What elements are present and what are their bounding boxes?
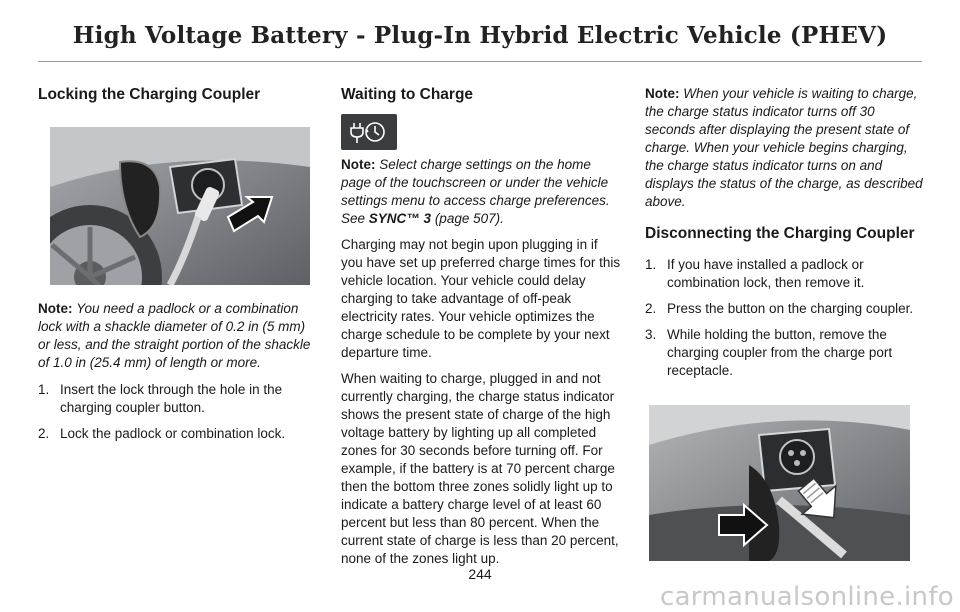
charge-timer-icon xyxy=(341,114,397,150)
column-locking xyxy=(38,85,318,443)
page-number: 244 xyxy=(468,566,492,582)
steps-locking xyxy=(38,381,318,443)
column-waiting xyxy=(341,85,621,568)
paragraph-charge-status: When waiting to charge, plugged in and not currently charging, the charge status indicator shows the present state of charge of the high voltage battery by lighting up all completed zones for 30 seconds before turning off. For example, if the battery is at 70 percent charge then the bottom three zones solidly light up to indicate a battery charge level of at least 60 percent but less than 80 percent. When the current state of charge is less than 20 percent, none of the zones light up. xyxy=(341,371,619,566)
column-disconnecting xyxy=(645,85,925,561)
header-divider xyxy=(38,61,922,62)
photo-charging-coupler-lock xyxy=(50,127,310,285)
note-charge-settings: Note: Select charge settings on the home page of the touchscreen or under the vehicle settings menu to access charge preferences. See SYNC™ 3 (page 507). xyxy=(341,157,610,226)
heading-locking: Locking the Charging Coupler xyxy=(38,86,261,103)
note-padlock: Note: You need a padlock or a combination lock with a shackle diameter of 0.2 in (5 mm) or less, and the straight portion of the shackle of 1.0 in (25.4 mm) of length or more. xyxy=(38,301,311,370)
note-status-indicator: Note: When your vehicle is waiting to charge, the charge status indicator turns off 30 seconds after displaying the present state of charge. When your vehicle begins charging, the charge status indicator turns on and displays the status of the charge, as described above. xyxy=(645,86,923,209)
coupler-removal-illustration xyxy=(649,405,910,561)
plug-clock-icon xyxy=(341,114,397,150)
heading-disconnecting: Disconnecting the Charging Coupler xyxy=(645,225,915,242)
list-item: 2. Lock the padlock or combination lock. xyxy=(38,426,286,441)
photo-charging-coupler-removal xyxy=(649,405,910,561)
steps-disconnecting xyxy=(645,256,925,380)
list-item: 3. While holding the button, remove the charging coupler from the charge port receptacle. xyxy=(645,327,893,378)
watermark: carmanualsonline.info xyxy=(659,582,954,612)
list-item: 2. Press the button on the charging coupler. xyxy=(645,301,914,316)
page-title: High Voltage Battery - Plug-In Hybrid Electric Vehicle (PHEV) xyxy=(72,22,888,49)
paragraph-charge-times: Charging may not begin upon plugging in if you have set up preferred charge times for this vehicle location. Your vehicle could delay charging to take advantage of off-peak electricity rates. Your vehicle optimizes the charge schedule to be complete by your next departure time. xyxy=(341,237,621,360)
heading-waiting: Waiting to Charge xyxy=(341,86,474,103)
list-item: 1. Insert the lock through the hole in the charging coupler button. xyxy=(38,382,283,415)
car-charge-port-illustration xyxy=(50,127,310,285)
list-item: 1. If you have installed a padlock or combination lock, then remove it. xyxy=(645,257,865,290)
sync-reference-link[interactable]: SYNC™ 3 xyxy=(368,211,432,226)
